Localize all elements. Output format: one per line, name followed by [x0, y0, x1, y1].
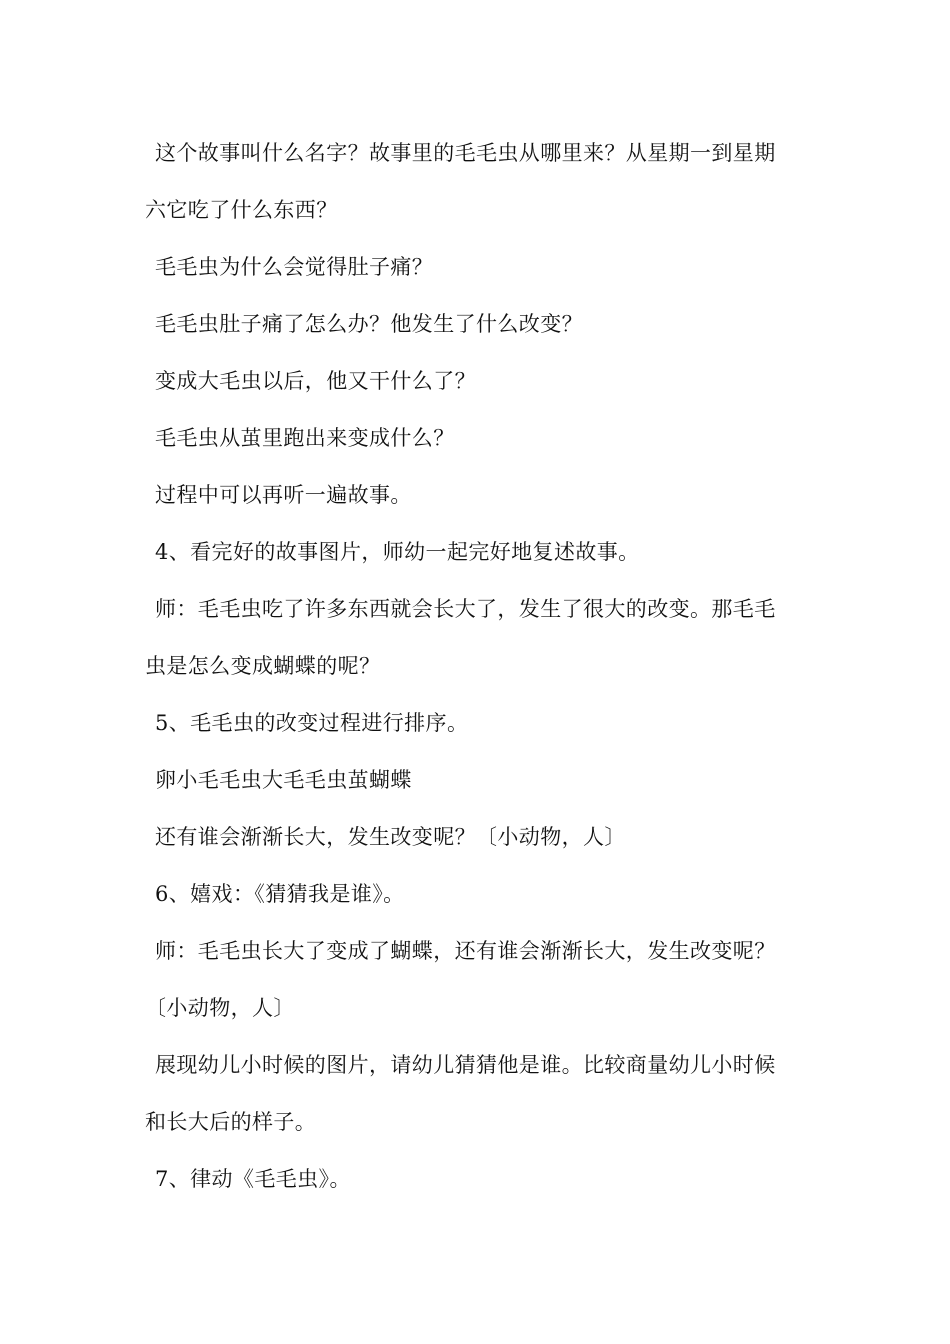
text-line: 师：毛毛虫吃了许多东西就会长大了，发生了很大的改变。那毛毛 [155, 597, 776, 621]
text-line: 毛毛虫从茧里跑出来变成什么？ [155, 426, 455, 450]
text-line: 7、律动《毛毛虫》。 [155, 1167, 351, 1191]
text-line: 5、毛毛虫的改变过程进行排序。 [155, 711, 469, 735]
text-line: 六它吃了什么东西？ [145, 198, 338, 222]
text-line: 和长大后的样子。 [145, 1110, 317, 1134]
text-line: 毛毛虫为什么会觉得肚子痛？ [155, 255, 434, 279]
text-line: 〔小动物，人〕 [145, 996, 295, 1020]
text-line: 毛毛虫肚子痛了怎么办？他发生了什么改变？ [155, 312, 583, 336]
text-line: 卵小毛毛虫大毛毛虫茧蝴蝶 [155, 768, 412, 792]
text-line: 过程中可以再听一遍故事。 [155, 483, 412, 507]
text-line: 6、嬉戏：《猜猜我是谁》。 [155, 882, 405, 906]
text-line: 变成大毛虫以后，他又干什么了？ [155, 369, 476, 393]
text-line: 展现幼儿小时候的图片，请幼儿猜猜他是谁。比较商量幼儿小时候 [155, 1053, 776, 1077]
text-line: 这个故事叫什么名字？故事里的毛毛虫从哪里来？从星期一到星期 [155, 141, 776, 165]
text-line: 4、看完好的故事图片，师幼一起完好地复述故事。 [155, 540, 640, 564]
text-line: 还有谁会渐渐长大，发生改变呢？〔小动物，人〕 [155, 825, 626, 849]
text-line: 师：毛毛虫长大了变成了蝴蝶，还有谁会渐渐长大，发生改变呢？ [155, 939, 776, 963]
text-line: 虫是怎么变成蝴蝶的呢？ [145, 654, 381, 678]
